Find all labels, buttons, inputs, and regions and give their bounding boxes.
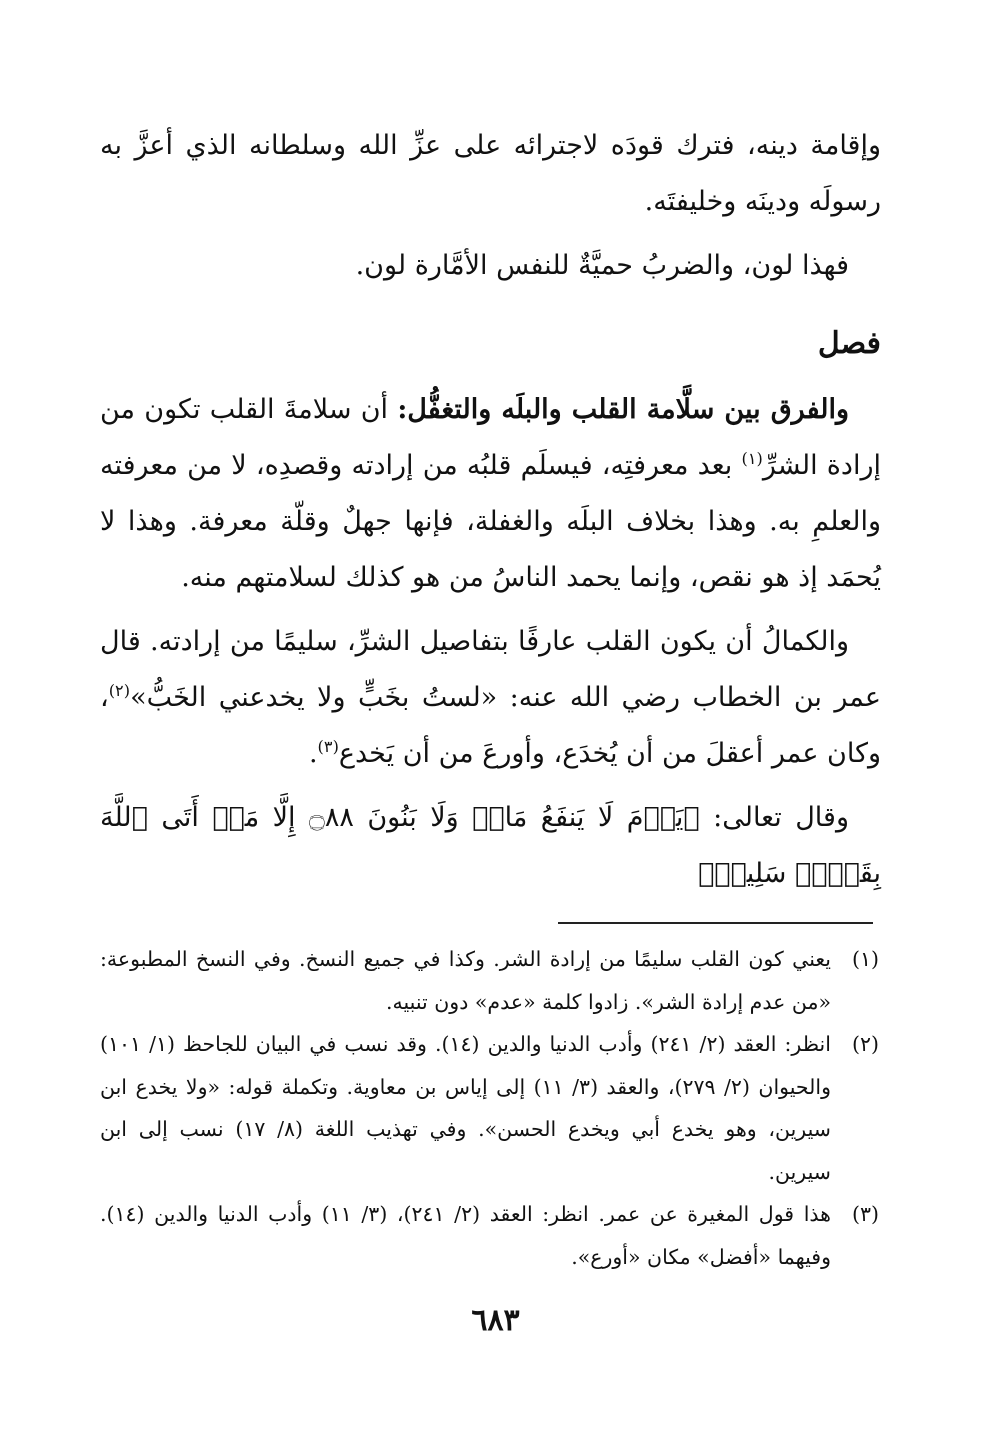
paragraph-5-text: وقال تعالى: [699,802,849,833]
footnote-2 [100,1023,879,1193]
page-number: ٦٨٣ [471,1303,520,1338]
paragraph-4 [100,614,881,782]
paragraph-4-text-c: . [308,738,318,769]
paragraph-2-text: فهذا لون، والضربُ حميَّةٌ للنفس الأمَّارة لون. [355,250,849,281]
paragraph-1 [100,118,881,230]
paragraph-1-text: وإقامة دينه، فترك قودَه لاجترائه على عزِّ الله وسلطانه الذي أعزَّ به رسولَه ودينَه وخليفتَه. [100,130,881,217]
paragraph-2 [100,238,881,294]
footnote-3-text: هذا قول المغيرة عن عمر. انظر: العقد (٢/ ٢٤١)، (٣/ ١١) وأدب الدنيا والدين (١٤). وفيهما «أفضل» مكان «أورع». [100,1202,831,1269]
paragraph-3-lead: والفرق بين سلَّامة القلب والبلَه والتغفُّل: [397,394,849,425]
paragraph-4-text-b: ، وكان عمر أعقلَ من أن يُخدَع، وأورعَ من أن يَخدع [100,682,881,769]
paragraph-5 [100,790,881,902]
section-heading: فصل [817,326,881,361]
paragraph-3 [100,382,881,606]
footnote-ref-1[interactable]: (١) [741,449,763,468]
footnote-1-number: (١) [851,947,879,971]
footnote-divider [558,922,873,924]
footnote-2-text: انظر: العقد (٢/ ٢٤١) وأدب الدنيا والدين (١٤). وقد نسب في البيان للجاحظ (١/ ١٠١) والحيوان (٢/ ٢٧٩)، والعقد (٣/ ١١) إلى إياس بن معاوية. وتكملة قوله: «ولا يخدع ابن سيرين، وهو يخدع أبي ويخدع الحسن». وفي تهذيب اللغة (٨/ ١٧) نسب إلى ابن سيرين. [100,1032,832,1184]
footnote-3-number: (٣) [851,1202,879,1226]
paragraph-4-text-a: والكمالُ أن يكون القلب عارفًا بتفاصيل الشرِّ، سليمًا من إرادته. قال عمر بن الخطاب رضي الله عنه: «لستُ بخَبٍّ ولا يخدعني الخَبُّ» [100,626,881,713]
footnotes [100,938,879,1278]
footnote-2-number: (٢) [851,1032,879,1056]
footnote-3 [100,1193,879,1278]
main-text [100,118,881,910]
paragraph-3-text-b: بعد معرفتِه، فيسلَم قلبُه من إرادته وقصدِه، لا من معرفته والعلمِ به. وهذا بخلاف البلَه والغفلة، فإنها جهلٌ وقلّة معرفة. وهذا لا يُحمَد إذ هو نقص، وإنما يحمد الناسُ من هو كذلك لسلامتهم منه. [100,450,881,593]
quran-verse: ﴿يَوۡمَ لَا يَنفَعُ مَالٞ وَلَا بَنُونَ ۝٨٨ إِلَّا مَنۡ أَتَى ٱللَّهَ بِقَلۡبٖ سَلِيمٖ﴾ [100,802,881,889]
footnote-ref-2[interactable]: (٢) [108,681,131,700]
footnote-ref-3[interactable]: (٣) [317,737,339,756]
footnote-1-text: يعني كون القلب سليمًا من إرادة الشر. وكذا في جميع النسخ. وفي النسخ المطبوعة: «من عدم إرادة الشر». زادوا كلمة «عدم» دون تنبيه. [100,947,831,1014]
paragraph-3-text-a: أن سلامةَ القلب تكون من إرادة الشرِّ [100,394,881,481]
footnote-1 [100,938,879,1023]
